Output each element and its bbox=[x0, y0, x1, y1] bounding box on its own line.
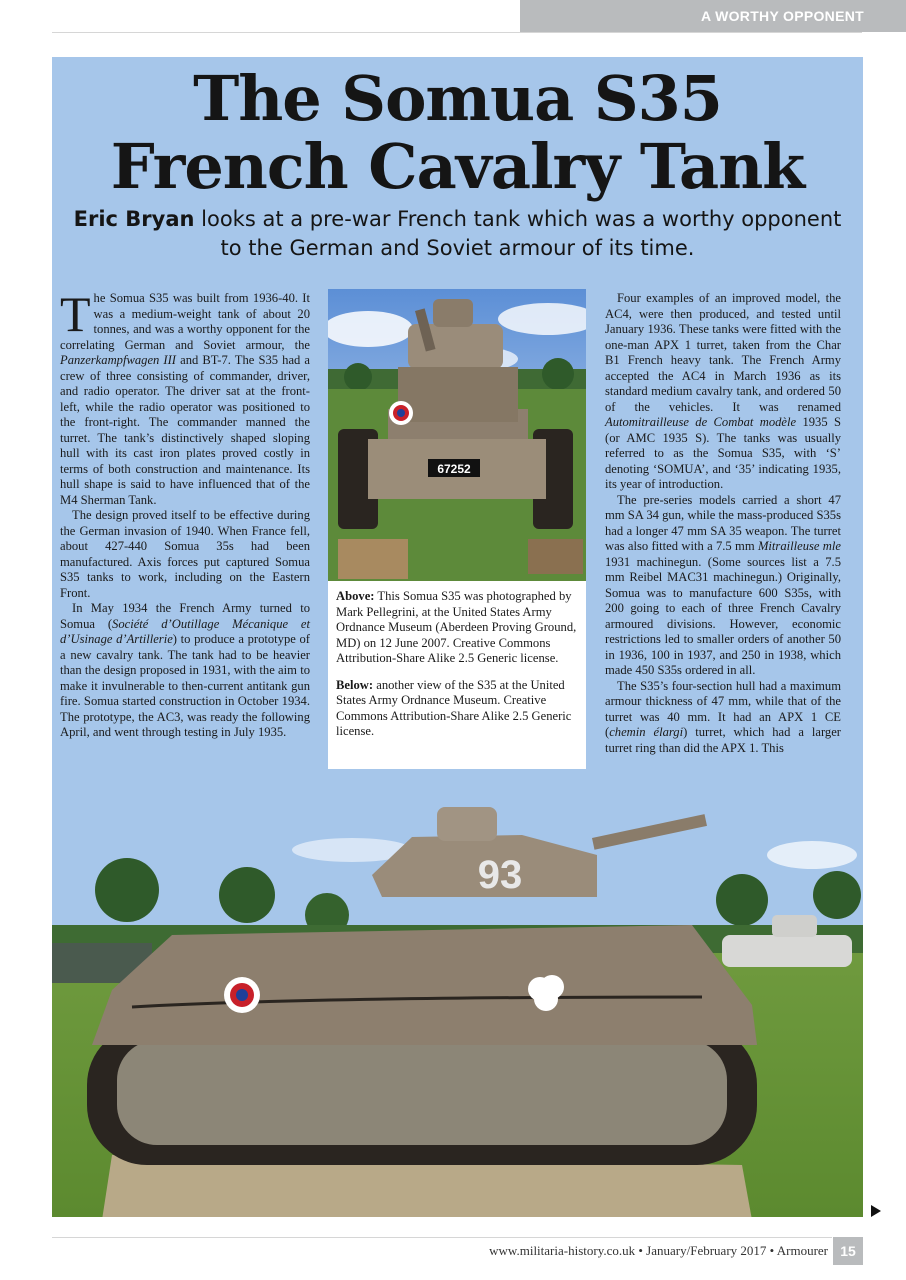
caption-label: Above: bbox=[336, 589, 375, 603]
text: he Somua S35 was built from 1936-40. It was a medium-weight tank of about 20 tonnes, and was a worthy opponent for the correlating German and Soviet armour, the bbox=[60, 291, 310, 352]
text: ) to produce a prototype of a new cavalry tank. The tank had to be heavier than the design proposed in 1931, with the aim to make it invulnerable to then-current antitank gun fire. Somua started construction in October 1934. The prototype, the AC3, was ready the following April, and went through testing in July 1935. bbox=[60, 632, 311, 739]
tank-side-illustration bbox=[52, 775, 863, 1217]
italic-text: Panzerkampfwagen III bbox=[60, 353, 177, 367]
caption-below bbox=[336, 678, 577, 740]
text: In May 1934 the French Army turned to Somua ( bbox=[60, 601, 310, 631]
paragraph bbox=[60, 286, 310, 508]
paragraph bbox=[605, 679, 841, 757]
section-label: A WORTHY OPPONENT bbox=[701, 8, 864, 24]
tank-front-illustration bbox=[328, 289, 586, 581]
article-panel bbox=[52, 57, 863, 1217]
caption-text: another view of the S35 at the United States Army Ordnance Museum. Creative Commons Attribution-Share Alike 2.5 Generic license. bbox=[336, 677, 572, 738]
text: 1935 S (or AMC 1935 S). The tanks was usually referred to as the Somua S35, with ‘S’ denoting ‘SOMUA’, and ‘35’ indicating 1935, its year of introduction. bbox=[605, 415, 841, 491]
photo-caption bbox=[328, 581, 586, 769]
paragraph bbox=[605, 291, 841, 493]
text: The S35’s four-section hull had a maximum armour thickness of 47 mm, while that of the turret was 40 mm. It had an APX 1 CE ( bbox=[605, 678, 841, 739]
text: ) turret, which had a larger turret ring than did the APX 1. This bbox=[605, 725, 841, 755]
text: 1931 machinegun. (Some sources list a 7.5 mm Reibel MAC31 machinegun.) Originally, Somua was to manufacture 600 S35s, with 200 going to each of three French Cavalry armoured divisions. However, economic restrictions led to smaller orders of another 50 in 1936, 100 in 1937, and 250 in 1938, which made 450 S35s ordered in all. bbox=[605, 554, 841, 677]
italic-text: Société d’Outillage Mécanique et d’Usinage d’Artillerie bbox=[60, 616, 311, 646]
footer-text: www.militaria-history.co.uk • January/February 2017 • Armourer bbox=[489, 1243, 828, 1258]
italic-text: chemin élargi bbox=[609, 725, 684, 739]
caption-text: This Somua S35 was photographed by Mark Pellegrini, at the United States Army Ordnance Museum (Aberdeen Proving Ground, MD) on 12 June 2007. Creative Commons Attribution-Share Alike 2.5 Generic license. bbox=[336, 589, 577, 665]
caption-above bbox=[336, 589, 577, 667]
drop-cap: T bbox=[60, 286, 91, 342]
text: The pre-series models carried a short 47 mm SA 34 gun, while the mass-produced S35s had a longer 47 mm SA 35 weapon. The turret was also fitted with a 7.5 mm bbox=[605, 492, 841, 553]
author-name: Eric Bryan bbox=[73, 207, 195, 231]
italic-text: Automitrailleuse de Combat modèle bbox=[605, 415, 797, 429]
bottom-rule bbox=[52, 1237, 832, 1238]
paragraph bbox=[60, 601, 310, 741]
standfirst bbox=[72, 205, 843, 263]
caption-label: Below: bbox=[336, 677, 374, 692]
standfirst-text: looks at a pre-war French tank which was a worthy opponent to the German and Soviet armour of its time. bbox=[201, 207, 842, 260]
body-column-3 bbox=[605, 291, 841, 756]
paragraph bbox=[605, 493, 841, 679]
tank-front-photo bbox=[328, 289, 586, 581]
body-column-1 bbox=[60, 286, 311, 741]
title-line-1: The Somua S35 bbox=[193, 62, 722, 135]
section-tab bbox=[520, 0, 906, 32]
text: Four examples of an improved model, the AC4, were then produced, and tested until January 1936. These tanks were fitted with the one-man APX 1 turret, taken from the Char B1 French heavy tank. The French Army accepted the AC4 in March 1936 as its standard medium cavalry tank, and ordered 50 of the vehicles. It was renamed bbox=[605, 291, 841, 414]
registration-plate: 67252 bbox=[437, 462, 471, 476]
top-rule bbox=[52, 32, 862, 33]
next-page-arrow-icon[interactable] bbox=[871, 1205, 881, 1217]
tank-side-photo bbox=[52, 775, 863, 1217]
page-number: 15 bbox=[833, 1237, 863, 1265]
paragraph: The design proved itself to be effective during the German invasion of 1940. When France fell, about 427-440 Somua 35s had been manufactured. Axis forces put captured Somua S35 tanks to work, including on the Eastern Front. bbox=[60, 508, 310, 600]
article-title bbox=[52, 62, 863, 203]
text: and BT-7. The S35 had a crew of three consisting of commander, driver, and radio operator. The driver sat at the front-left, while the radio operator was positioned to the front-right. The commander manned the turret. The tank’s distinctively shaped sloping hull with its cast iron plates proved costly in terms of both construction and maintenance. Its hull shape is said to have influenced that of the M4 Sherman Tank. bbox=[60, 353, 310, 507]
italic-text: Mitrailleuse mle bbox=[757, 539, 841, 553]
turret-number: 93 bbox=[477, 853, 523, 897]
title-line-2: French Cavalry Tank bbox=[110, 130, 805, 203]
